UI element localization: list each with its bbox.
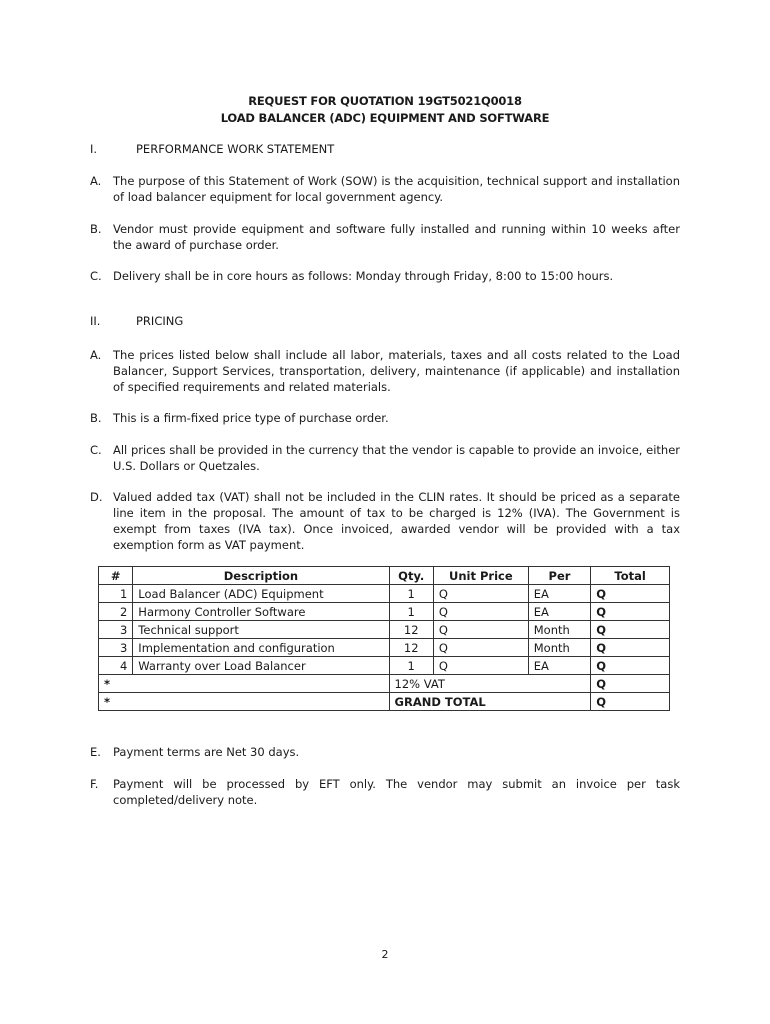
pricing-table — [98, 566, 670, 711]
row-total: Q — [591, 639, 670, 657]
row-total: Q — [591, 585, 670, 603]
item-text: Vendor must provide equipment and software fully installed and running within 10 weeks after the award of purchase order. — [113, 222, 680, 252]
grand-total-value: Q — [591, 693, 670, 711]
section-title: PERFORMANCE WORK STATEMENT — [136, 142, 335, 156]
item-label: E. — [90, 745, 101, 759]
row-unit-price: Q — [433, 585, 528, 603]
item-label: D. — [90, 490, 103, 504]
vat-label: 12% VAT — [389, 675, 591, 693]
row-description: Harmony Controller Software — [133, 603, 389, 621]
row-description: Technical support — [133, 621, 389, 639]
section-title: PRICING — [136, 314, 184, 328]
section-number: II. — [90, 314, 101, 328]
table-row — [99, 639, 670, 657]
row-num: 1 — [99, 585, 133, 603]
row-qty: 12 — [389, 621, 433, 639]
row-unit-price: Q — [433, 657, 528, 675]
col-header-qty: Qty. — [389, 567, 433, 585]
grand-total-star: * — [99, 693, 390, 711]
row-qty: 1 — [389, 657, 433, 675]
row-per: Month — [528, 639, 591, 657]
row-description: Implementation and configuration — [133, 639, 389, 657]
item-text: This is a firm-fixed price type of purchase order. — [113, 411, 389, 425]
table-row — [99, 603, 670, 621]
row-unit-price: Q — [433, 603, 528, 621]
row-qty: 1 — [389, 585, 433, 603]
item-label: A. — [90, 174, 102, 188]
document-title-line2: LOAD BALANCER (ADC) EQUIPMENT AND SOFTWARE — [220, 111, 550, 125]
col-header-per: Per — [528, 567, 591, 585]
item-text: All prices shall be provided in the currency that the vendor is capable to provide an invoice, either U.S. Dollars or Quetzales. — [113, 443, 680, 473]
row-total: Q — [591, 603, 670, 621]
item-text: The prices listed below shall include all labor, materials, taxes and all costs related to the Load Balancer, Support Services, transportation, delivery, maintenance (if applicable) and installation of specified requirements and related materials. — [113, 348, 680, 394]
vat-row — [99, 675, 670, 693]
row-qty: 1 — [389, 603, 433, 621]
row-description: Warranty over Load Balancer — [133, 657, 389, 675]
pricing-item-f — [90, 776, 680, 808]
sow-item-c — [90, 268, 680, 284]
pricing-item-d — [90, 489, 680, 553]
table-row — [99, 657, 670, 675]
row-unit-price: Q — [433, 639, 528, 657]
col-header-total: Total — [591, 567, 670, 585]
vat-value: Q — [591, 675, 670, 693]
row-unit-price: Q — [433, 621, 528, 639]
item-text: Payment terms are Net 30 days. — [113, 745, 300, 759]
document-title-line1: REQUEST FOR QUOTATION 19GT5021Q0018 — [248, 94, 522, 108]
table-header-row — [99, 567, 670, 585]
item-label: C. — [90, 443, 102, 457]
grand-total-label: GRAND TOTAL — [389, 693, 591, 711]
row-num: 2 — [99, 603, 133, 621]
pricing-item-e — [90, 744, 680, 760]
item-text: Payment will be processed by EFT only. The vendor may submit an invoice per task completed/delivery note. — [113, 777, 680, 807]
row-per: EA — [528, 657, 591, 675]
item-label: F. — [90, 777, 99, 791]
item-label: B. — [90, 222, 102, 236]
row-num: 3 — [99, 621, 133, 639]
row-total: Q — [591, 621, 670, 639]
pricing-item-c — [90, 442, 680, 474]
col-header-num: # — [99, 567, 133, 585]
row-per: EA — [528, 585, 591, 603]
pricing-item-b — [90, 410, 680, 426]
row-per: EA — [528, 603, 591, 621]
page-number: 2 — [381, 948, 389, 961]
row-description: Load Balancer (ADC) Equipment — [133, 585, 389, 603]
row-num: 4 — [99, 657, 133, 675]
item-text: Delivery shall be in core hours as follows: Monday through Friday, 8:00 to 15:00 hours. — [113, 269, 614, 283]
row-per: Month — [528, 621, 591, 639]
sow-item-b — [90, 221, 680, 253]
pricing-item-a — [90, 347, 680, 395]
sow-item-a — [90, 173, 680, 205]
row-qty: 12 — [389, 639, 433, 657]
item-text: Valued added tax (VAT) shall not be included in the CLIN rates. It should be priced as a separate line item in the proposal. The amount of tax to be charged is 12% (IVA). The Government is exempt from taxes (IVA tax). Once invoiced, awarded vendor will be provided with a tax exemption form as VAT payment. — [113, 490, 680, 552]
table-row — [99, 585, 670, 603]
section-number: I. — [90, 142, 98, 156]
vat-star: * — [99, 675, 390, 693]
col-header-description: Description — [133, 567, 389, 585]
col-header-unit-price: Unit Price — [433, 567, 528, 585]
grand-total-row — [99, 693, 670, 711]
item-text: The purpose of this Statement of Work (SOW) is the acquisition, technical support and installation of load balancer equipment for local government agency. — [113, 174, 680, 204]
item-label: B. — [90, 411, 102, 425]
item-label: C. — [90, 269, 102, 283]
row-num: 3 — [99, 639, 133, 657]
item-label: A. — [90, 348, 102, 362]
table-row — [99, 621, 670, 639]
row-total: Q — [591, 657, 670, 675]
